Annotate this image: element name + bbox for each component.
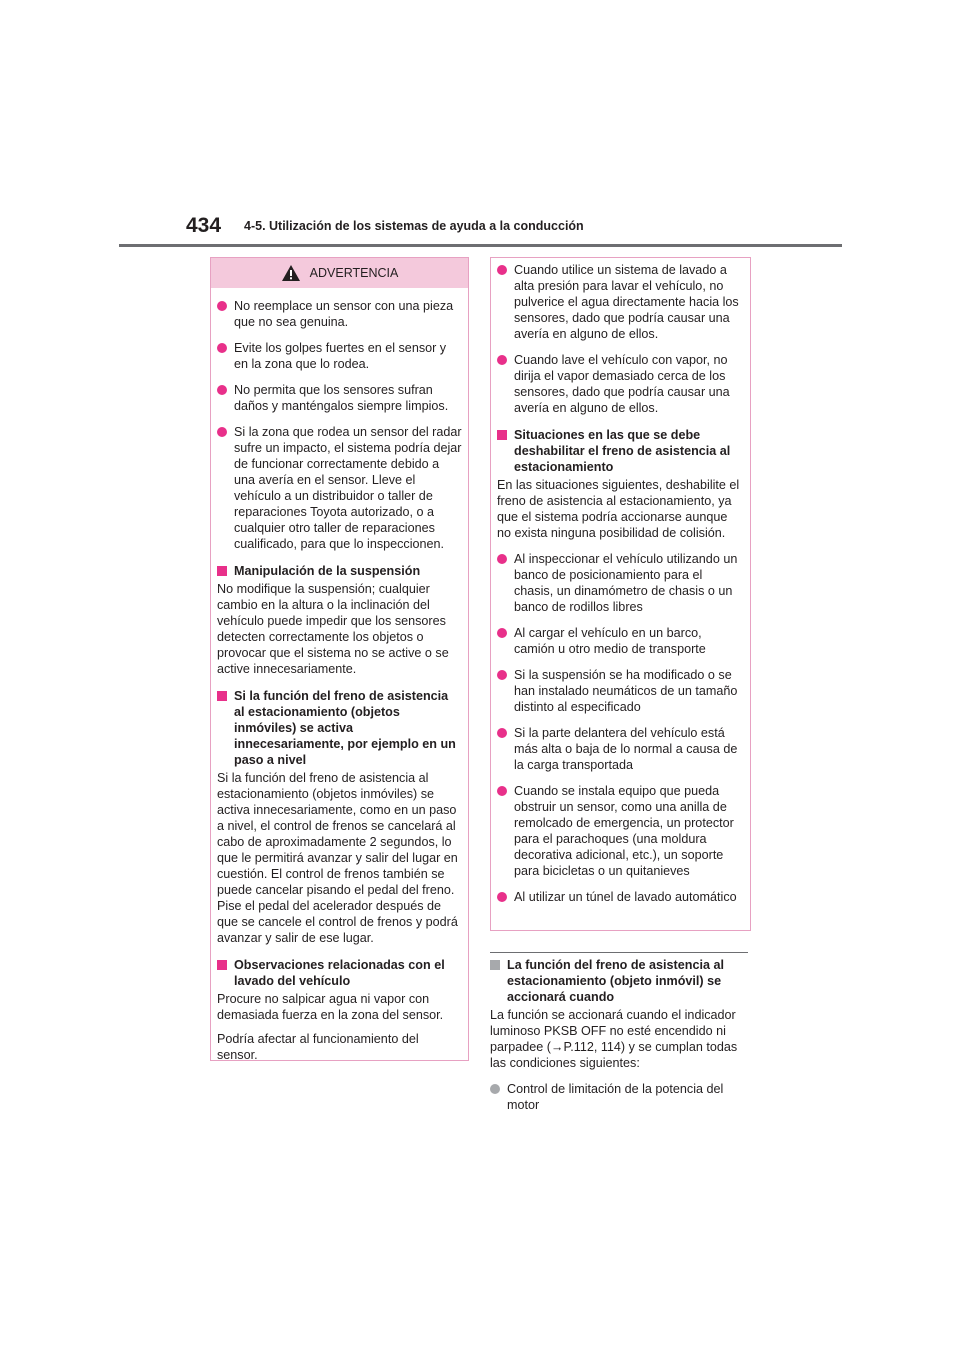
list-item: Al inspeccionar el vehículo utilizando un banco de posicionamiento para el chasis, un dinamómetro de chasis o un banco de rodillos libres	[497, 551, 744, 615]
list-item: No reemplace un sensor con una pieza que no sea genuina.	[217, 298, 462, 330]
disable-heading: Situaciones en las que se debe deshabilitar el freno de asistencia al estacionamiento	[497, 427, 744, 475]
list-item: Evite los golpes fuertes en el sensor y en la zona que lo rodea.	[217, 340, 462, 372]
bullet-dot-icon	[497, 728, 507, 738]
list-item: Cuando se instala equipo que pueda obstruir un sensor, como una anilla de remolcado de emergencia, un protector para el parachoques (una moldura decorativa adicional, etc.), un soporte para bicicletas o un quitanieves	[497, 783, 744, 879]
washing-text-2: Podría afectar al funcionamiento del sensor.	[217, 1032, 419, 1062]
list-item: Si la parte delantera del vehículo está más alta o baja de lo normal a causa de la carga transportada	[497, 725, 744, 773]
header-rule	[119, 244, 842, 247]
list-item: Al utilizar un túnel de lavado automático	[497, 889, 744, 905]
list-item: Cuando lave el vehículo con vapor, no dirija el vapor demasiado cerca de los sensores, dado que podría causar una avería en alguno de ellos.	[497, 352, 744, 416]
bullet-dot-icon	[497, 892, 507, 902]
suspension-text: No modifique la suspensión; cualquier cambio en la altura o la inclinación del vehículo puede impedir que los sensores detecten correctamente los objetos o provocar que el sistema no se active o se active innecesariamente.	[217, 582, 449, 676]
list-item: Si la suspensión se ha modificado o se han instalado neumáticos de un tamaño distinto al especificado	[497, 667, 744, 715]
suspension-heading: Manipulación de la suspensión	[217, 563, 462, 579]
activation-text: La función se accionará cuando el indicador luminoso PKSB OFF no esté encendido ni parpadee (→P.112, 114) y se cumplan todas las condiciones siguientes:	[490, 1008, 738, 1070]
list-item: Al cargar el vehículo en un barco, camión u otro medio de transporte	[497, 625, 744, 657]
bullet-dot-icon	[217, 301, 227, 311]
section-title: 4-5. Utilización de los sistemas de ayuda a la conducción	[244, 219, 584, 233]
list-item: No permita que los sensores sufran daños y manténgalos siempre limpios.	[217, 382, 462, 414]
square-bullet-icon	[497, 430, 507, 440]
disable-text: En las situaciones siguientes, deshabilite el freno de asistencia al estacionamiento, ya que el sistema podría accionarse aunque no exista ninguna posibilidad de colisión.	[497, 478, 740, 540]
bullet-dot-icon	[217, 427, 227, 437]
square-bullet-icon	[217, 691, 227, 701]
list-item: Cuando utilice un sistema de lavado a alta presión para lavar el vehículo, no pulverice el agua directamente hacia los sensores, dado que podría causar una avería en alguno de ellos.	[497, 262, 744, 342]
square-bullet-icon	[490, 960, 500, 970]
list-item: Si la zona que rodea un sensor del radar sufre un impacto, el sistema podría dejar de funcionar correctamente debido a una avería en el sensor. Lleve el vehículo a un distribuidor o taller de reparaciones Toyota autorizado, o a cualquier otro taller de reparaciones cualificado, para que lo inspeccionen.	[217, 424, 462, 552]
page-number: 434	[186, 214, 222, 237]
bullet-dot-icon	[497, 670, 507, 680]
bullet-dot-icon	[497, 265, 507, 275]
bullet-dot-icon	[217, 385, 227, 395]
section-divider	[490, 952, 748, 953]
warning-title: ADVERTENCIA	[309, 266, 399, 280]
activation-section	[490, 952, 748, 1113]
washing-heading: Observaciones relacionadas con el lavado del vehículo	[217, 957, 462, 989]
bullet-dot-icon	[497, 786, 507, 796]
bullet-dot-icon	[490, 1084, 500, 1094]
warning-header	[211, 258, 468, 288]
warning-box-right	[490, 257, 751, 931]
unnecessary-heading: Si la función del freno de asistencia al estacionamiento (objetos inmóviles) se activa innecesariamente, por ejemplo en un paso a nivel	[217, 688, 462, 768]
bullet-dot-icon	[497, 355, 507, 365]
bullet-dot-icon	[497, 554, 507, 564]
washing-text-1: Procure no salpicar agua ni vapor con demasiada fuerza en la zona del sensor.	[217, 992, 444, 1022]
square-bullet-icon	[217, 960, 227, 970]
warning-box-left	[210, 257, 469, 1061]
bullet-dot-icon	[497, 628, 507, 638]
square-bullet-icon	[217, 566, 227, 576]
unnecessary-text: Si la función del freno de asistencia al estacionamiento (objetos inmóviles) se activa innecesariamente, como en un paso a nivel, el control de frenos se cancelará al cabo de aproximadamente 2 segundos, lo que le permitirá avanzar y salir del lugar en cuestión. El control de frenos también se puede cancelar pisando el pedal del freno. Pise el pedal del acelerador después de que se cancele el control de frenos y podrá avanzar y salir de ese lugar.	[217, 771, 458, 945]
warning-triangle-icon	[281, 264, 301, 282]
activation-heading: La función del freno de asistencia al estacionamiento (objeto inmóvil) se accionará cuando	[490, 957, 748, 1005]
list-item: Control de limitación de la potencia del motor	[490, 1081, 748, 1113]
bullet-dot-icon	[217, 343, 227, 353]
